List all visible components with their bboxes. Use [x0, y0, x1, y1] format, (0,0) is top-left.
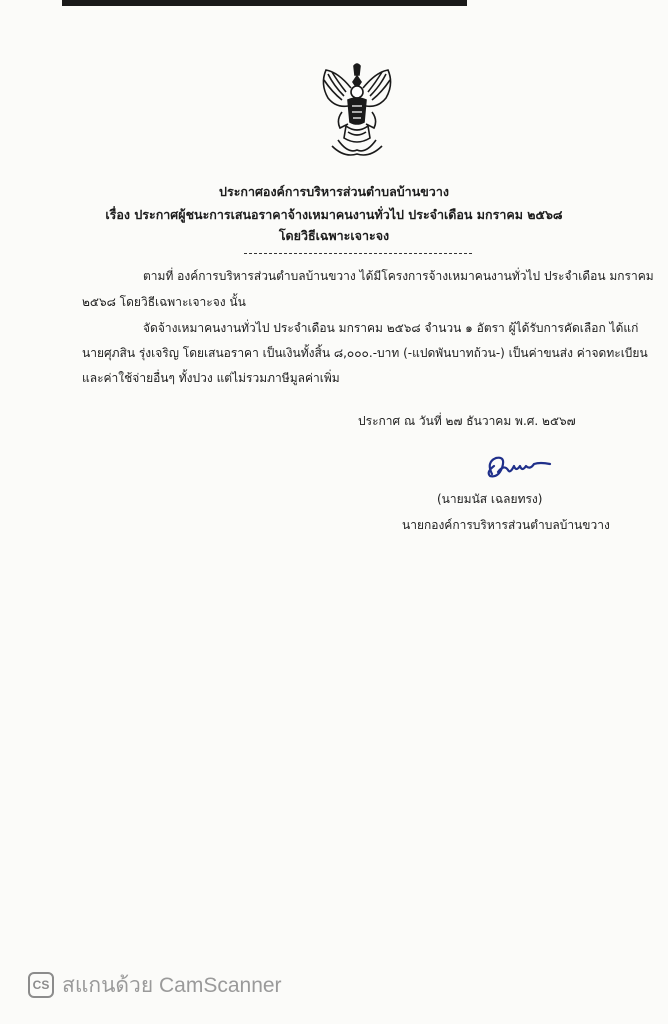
document-title: ประกาศองค์การบริหารส่วนตำบลบ้านขวาง: [219, 184, 449, 199]
scan-top-edge: [62, 0, 467, 6]
handwritten-signature: [484, 452, 554, 484]
paragraph-2-line-1: จัดจ้างเหมาคนงานทั่วไป ประจำเดือน มกราคม ๒๕๖๘ จำนวน ๑ อัตรา ผู้ได้รับการคัดเลือก ได้แก่: [143, 321, 639, 335]
camscanner-watermark: [28, 970, 282, 1000]
paragraph-1-line-1: ตามที่ องค์การบริหารส่วนตำบลบ้านขวาง ได้มีโครงการจ้างเหมาคนงานทั่วไป ประจำเดือน มกราคม: [143, 269, 654, 283]
watermark-text: สแกนด้วย CamScanner: [62, 973, 282, 997]
header-divider: [244, 253, 472, 254]
announcement-date: ประกาศ ณ วันที่ ๒๗ ธันวาคม พ.ศ. ๒๕๖๗: [358, 414, 576, 428]
document-method: โดยวิธีเฉพาะเจาะจง: [278, 228, 390, 243]
paragraph-2-line-3: และค่าใช้จ่ายอื่นๆ ทั้งปวง แต่ไม่รวมภาษีมูลค่าเพิ่ม: [82, 371, 340, 385]
paragraph-2-line-2: นายศุภสิน รุ่งเจริญ โดยเสนอราคา เป็นเงินทั้งสิ้น ๘,๐๐๐.-บาท (-แปดพันบาทถ้วน-) เป็นค่าขนส่ง ค่าจดทะเบียน: [82, 346, 648, 360]
signer-position: นายกองค์การบริหารส่วนตำบลบ้านขวาง: [402, 518, 610, 532]
paragraph-1-line-2: ๒๕๖๘ โดยวิธีเฉพาะเจาะจง นั้น: [82, 295, 246, 309]
document-subject: เรื่อง ประกาศผู้ชนะการเสนอราคาจ้างเหมาคนงานทั่วไป ประจำเดือน มกราคม ๒๕๖๘: [105, 207, 563, 222]
camscanner-logo-icon: CS: [28, 972, 54, 998]
signer-name: (นายมนัส เฉลยทรง): [437, 492, 543, 506]
garuda-emblem-icon: [318, 62, 396, 158]
